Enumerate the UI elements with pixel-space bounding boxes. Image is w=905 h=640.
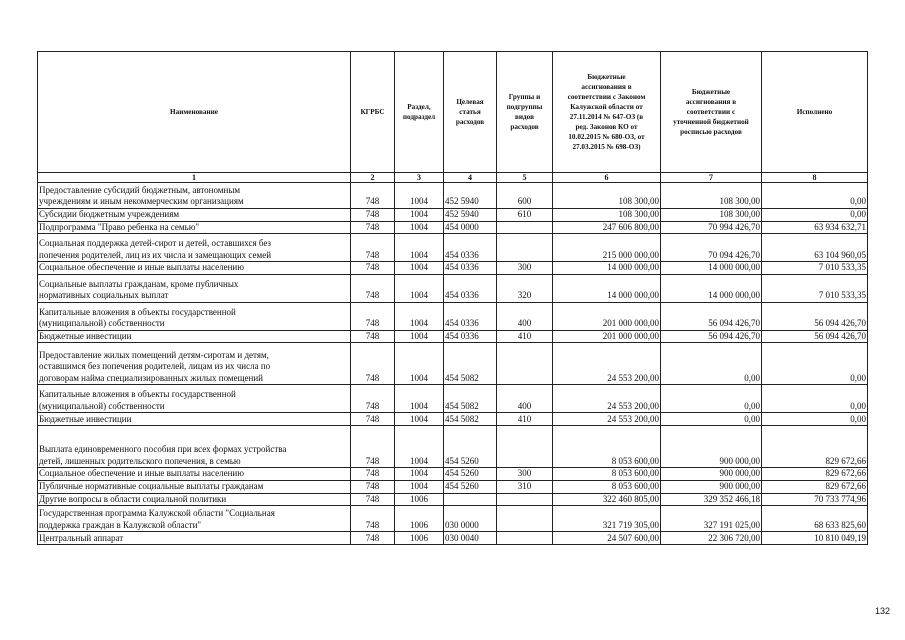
row-executed-cell: 63 104 960,05 (762, 234, 868, 262)
row-assigned-law-cell: 24 553 200,00 (553, 385, 661, 413)
row-name-cell: Бюджетные инвестиции (38, 413, 351, 426)
row-kgrbs-cell: 748 (351, 468, 395, 481)
row-name-cell: Капитальные вложения в объекты государственной (муниципальной) собственности (38, 385, 351, 413)
column-number-row (38, 173, 868, 183)
row-section-cell: 1006 (395, 506, 444, 532)
row-group-cell (497, 532, 553, 545)
row-group-cell: 300 (497, 262, 553, 275)
row-assigned-law-cell: 247 606 800,00 (553, 221, 661, 234)
row-executed-cell: 0,00 (762, 209, 868, 222)
row-group-cell (497, 221, 553, 234)
row-article-cell: 454 5082 (444, 413, 497, 426)
row-group-cell: 400 (497, 302, 553, 330)
row-kgrbs-cell: 748 (351, 493, 395, 506)
table-row (38, 480, 868, 493)
row-article-cell: 452 5940 (444, 209, 497, 222)
row-name-cell: Центральный аппарат (38, 532, 351, 545)
row-assigned-plan-cell: 56 094 426,70 (661, 302, 762, 330)
row-section-cell: 1004 (395, 262, 444, 275)
table-row (38, 426, 868, 468)
row-executed-cell: 10 810 049,19 (762, 532, 868, 545)
row-group-cell: 400 (497, 385, 553, 413)
row-group-cell: 610 (497, 209, 553, 222)
table-row (38, 262, 868, 275)
row-kgrbs-cell: 748 (351, 302, 395, 330)
row-group-cell: 600 (497, 183, 553, 209)
row-assigned-plan-cell: 108 300,00 (661, 183, 762, 209)
table-row (38, 506, 868, 532)
row-kgrbs-cell: 748 (351, 209, 395, 222)
row-assigned-law-cell: 108 300,00 (553, 209, 661, 222)
row-article-cell: 452 5940 (444, 183, 497, 209)
row-article-cell: 454 0336 (444, 274, 497, 302)
column-number: 2 (351, 173, 395, 183)
row-name-cell: Публичные нормативные социальные выплаты гражданам (38, 480, 351, 493)
row-assigned-law-cell: 108 300,00 (553, 183, 661, 209)
row-section-cell: 1004 (395, 426, 444, 468)
table-row (38, 274, 868, 302)
column-header-group: Группы и подгруппы видов расходов (497, 52, 553, 173)
row-group-cell: 300 (497, 468, 553, 481)
row-kgrbs-cell: 748 (351, 262, 395, 275)
row-group-cell (497, 343, 553, 385)
row-assigned-plan-cell: 14 000 000,00 (661, 274, 762, 302)
row-group-cell: 320 (497, 274, 553, 302)
row-article-cell: 454 0336 (444, 330, 497, 343)
row-executed-cell: 7 010 533,35 (762, 274, 868, 302)
table-row (38, 385, 868, 413)
table-row (38, 209, 868, 222)
table-row (38, 343, 868, 385)
row-article-cell: 454 5082 (444, 385, 497, 413)
row-section-cell: 1004 (395, 480, 444, 493)
row-section-cell: 1006 (395, 493, 444, 506)
row-kgrbs-cell: 748 (351, 532, 395, 545)
row-group-cell (497, 426, 553, 468)
row-section-cell: 1004 (395, 302, 444, 330)
row-executed-cell: 56 094 426,70 (762, 330, 868, 343)
table-row (38, 413, 868, 426)
row-assigned-law-cell: 24 507 600,00 (553, 532, 661, 545)
row-name-cell: Государственная программа Калужской области "Социальная поддержка граждан в Калужской области" (38, 506, 351, 532)
row-article-cell: 454 5260 (444, 468, 497, 481)
row-executed-cell: 0,00 (762, 343, 868, 385)
column-header-name: Наименование (38, 52, 351, 173)
row-article-cell (444, 493, 497, 506)
row-kgrbs-cell: 748 (351, 221, 395, 234)
table-row (38, 183, 868, 209)
row-section-cell: 1004 (395, 274, 444, 302)
row-assigned-law-cell: 201 000 000,00 (553, 330, 661, 343)
row-assigned-plan-cell: 0,00 (661, 343, 762, 385)
row-section-cell: 1006 (395, 532, 444, 545)
row-assigned-plan-cell: 0,00 (661, 385, 762, 413)
row-assigned-law-cell: 8 053 600,00 (553, 480, 661, 493)
column-header-assigned-law: Бюджетные ассигнования в соответствии с Законом Калужской области от 27.11.2014 № 647-ОЗ (в ред. Законов КО от 10.02.2015 № 680-ОЗ, от 27.03.2015 № 698-ОЗ) (553, 52, 661, 173)
column-number: 7 (661, 173, 762, 183)
row-section-cell: 1004 (395, 221, 444, 234)
page-number: 132 (875, 606, 891, 616)
row-assigned-law-cell: 215 000 000,00 (553, 234, 661, 262)
row-executed-cell: 829 672,66 (762, 480, 868, 493)
row-executed-cell: 0,00 (762, 385, 868, 413)
row-name-cell: Капитальные вложения в объекты государственной (муниципальной) собственности (38, 302, 351, 330)
row-section-cell: 1004 (395, 385, 444, 413)
row-article-cell: 030 0040 (444, 532, 497, 545)
row-section-cell: 1004 (395, 468, 444, 481)
row-assigned-plan-cell: 0,00 (661, 413, 762, 426)
row-assigned-law-cell: 24 553 200,00 (553, 413, 661, 426)
row-assigned-plan-cell: 900 000,00 (661, 468, 762, 481)
row-kgrbs-cell: 748 (351, 274, 395, 302)
column-header-assigned-plan: Бюджетные ассигнования в соответствии с уточненной бюджетной росписью расходов (661, 52, 762, 173)
row-assigned-plan-cell: 900 000,00 (661, 426, 762, 468)
row-assigned-plan-cell: 70 994 426,70 (661, 221, 762, 234)
row-name-cell: Социальная поддержка детей-сирот и детей, оставшихся без попечения родителей, лиц из их числа и замещающих семей (38, 234, 351, 262)
row-article-cell: 454 5260 (444, 426, 497, 468)
row-assigned-law-cell: 14 000 000,00 (553, 274, 661, 302)
row-group-cell: 410 (497, 413, 553, 426)
row-name-cell: Социальные выплаты гражданам, кроме публичных нормативных социальных выплат (38, 274, 351, 302)
row-executed-cell: 68 633 825,60 (762, 506, 868, 532)
table-row (38, 302, 868, 330)
row-assigned-plan-cell: 327 191 025,00 (661, 506, 762, 532)
column-number: 5 (497, 173, 553, 183)
row-assigned-plan-cell: 329 352 466,18 (661, 493, 762, 506)
budget-table (37, 51, 868, 545)
row-article-cell: 454 0000 (444, 221, 497, 234)
row-group-cell: 410 (497, 330, 553, 343)
table-row (38, 493, 868, 506)
column-header-executed: Исполнено (762, 52, 868, 173)
row-assigned-plan-cell: 900 000,00 (661, 480, 762, 493)
row-assigned-law-cell: 8 053 600,00 (553, 468, 661, 481)
row-executed-cell: 829 672,66 (762, 426, 868, 468)
row-assigned-plan-cell: 70 094 426,70 (661, 234, 762, 262)
row-article-cell: 454 0336 (444, 302, 497, 330)
row-kgrbs-cell: 748 (351, 330, 395, 343)
row-kgrbs-cell: 748 (351, 413, 395, 426)
table-row (38, 221, 868, 234)
column-number: 1 (38, 173, 351, 183)
column-number: 3 (395, 173, 444, 183)
row-assigned-plan-cell: 22 306 720,00 (661, 532, 762, 545)
row-article-cell: 454 0336 (444, 234, 497, 262)
row-assigned-plan-cell: 14 000 000,00 (661, 262, 762, 275)
row-assigned-law-cell: 24 553 200,00 (553, 343, 661, 385)
row-section-cell: 1004 (395, 183, 444, 209)
row-article-cell: 030 0000 (444, 506, 497, 532)
table-row (38, 234, 868, 262)
row-assigned-plan-cell: 108 300,00 (661, 209, 762, 222)
row-name-cell: Субсидии бюджетным учреждениям (38, 209, 351, 222)
row-section-cell: 1004 (395, 209, 444, 222)
row-name-cell: Предоставление субсидий бюджетным, автономным учреждениям и иным некоммерческим организациям (38, 183, 351, 209)
column-header-article: Целевая статья расходов (444, 52, 497, 173)
table-body (38, 183, 868, 545)
row-section-cell: 1004 (395, 234, 444, 262)
column-number: 4 (444, 173, 497, 183)
row-section-cell: 1004 (395, 330, 444, 343)
row-name-cell: Бюджетные инвестиции (38, 330, 351, 343)
row-name-cell: Подпрограмма "Право ребенка на семью" (38, 221, 351, 234)
column-number: 8 (762, 173, 868, 183)
row-name-cell: Социальное обеспечение и иные выплаты населению (38, 468, 351, 481)
row-article-cell: 454 0336 (444, 262, 497, 275)
table-row (38, 468, 868, 481)
row-group-cell (497, 234, 553, 262)
row-section-cell: 1004 (395, 413, 444, 426)
row-article-cell: 454 5082 (444, 343, 497, 385)
row-kgrbs-cell: 748 (351, 506, 395, 532)
row-executed-cell: 70 733 774,96 (762, 493, 868, 506)
row-assigned-law-cell: 201 000 000,00 (553, 302, 661, 330)
column-number: 6 (553, 173, 661, 183)
column-header-kgrbs: КГРБС (351, 52, 395, 173)
row-group-cell (497, 506, 553, 532)
row-kgrbs-cell: 748 (351, 343, 395, 385)
row-section-cell: 1004 (395, 343, 444, 385)
row-kgrbs-cell: 748 (351, 183, 395, 209)
row-name-cell: Другие вопросы в области социальной политики (38, 493, 351, 506)
row-executed-cell: 7 010 533,35 (762, 262, 868, 275)
row-executed-cell: 0,00 (762, 183, 868, 209)
row-executed-cell: 829 672,66 (762, 468, 868, 481)
row-executed-cell: 0,00 (762, 413, 868, 426)
row-group-cell (497, 493, 553, 506)
header-row (38, 52, 868, 173)
table-row (38, 330, 868, 343)
row-assigned-law-cell: 8 053 600,00 (553, 426, 661, 468)
row-assigned-plan-cell: 56 094 426,70 (661, 330, 762, 343)
row-executed-cell: 56 094 426,70 (762, 302, 868, 330)
row-name-cell: Выплата единовременного пособия при всех формах устройства детей, лишенных родительского попечения, в семью (38, 426, 351, 468)
row-name-cell: Предоставление жилых помещений детям-сиротам и детям, оставшимся без попечения родителей, лицам из их числа по договорам найма специализированных жилых помещений (38, 343, 351, 385)
row-executed-cell: 63 934 632,71 (762, 221, 868, 234)
row-group-cell: 310 (497, 480, 553, 493)
column-header-section: Раздел, подраздел (395, 52, 444, 173)
row-assigned-law-cell: 322 460 805,00 (553, 493, 661, 506)
row-article-cell: 454 5260 (444, 480, 497, 493)
row-kgrbs-cell: 748 (351, 234, 395, 262)
row-assigned-law-cell: 14 000 000,00 (553, 262, 661, 275)
row-assigned-law-cell: 321 719 305,00 (553, 506, 661, 532)
table-row (38, 532, 868, 545)
row-kgrbs-cell: 748 (351, 426, 395, 468)
row-kgrbs-cell: 748 (351, 480, 395, 493)
row-name-cell: Социальное обеспечение и иные выплаты населению (38, 262, 351, 275)
row-kgrbs-cell: 748 (351, 385, 395, 413)
